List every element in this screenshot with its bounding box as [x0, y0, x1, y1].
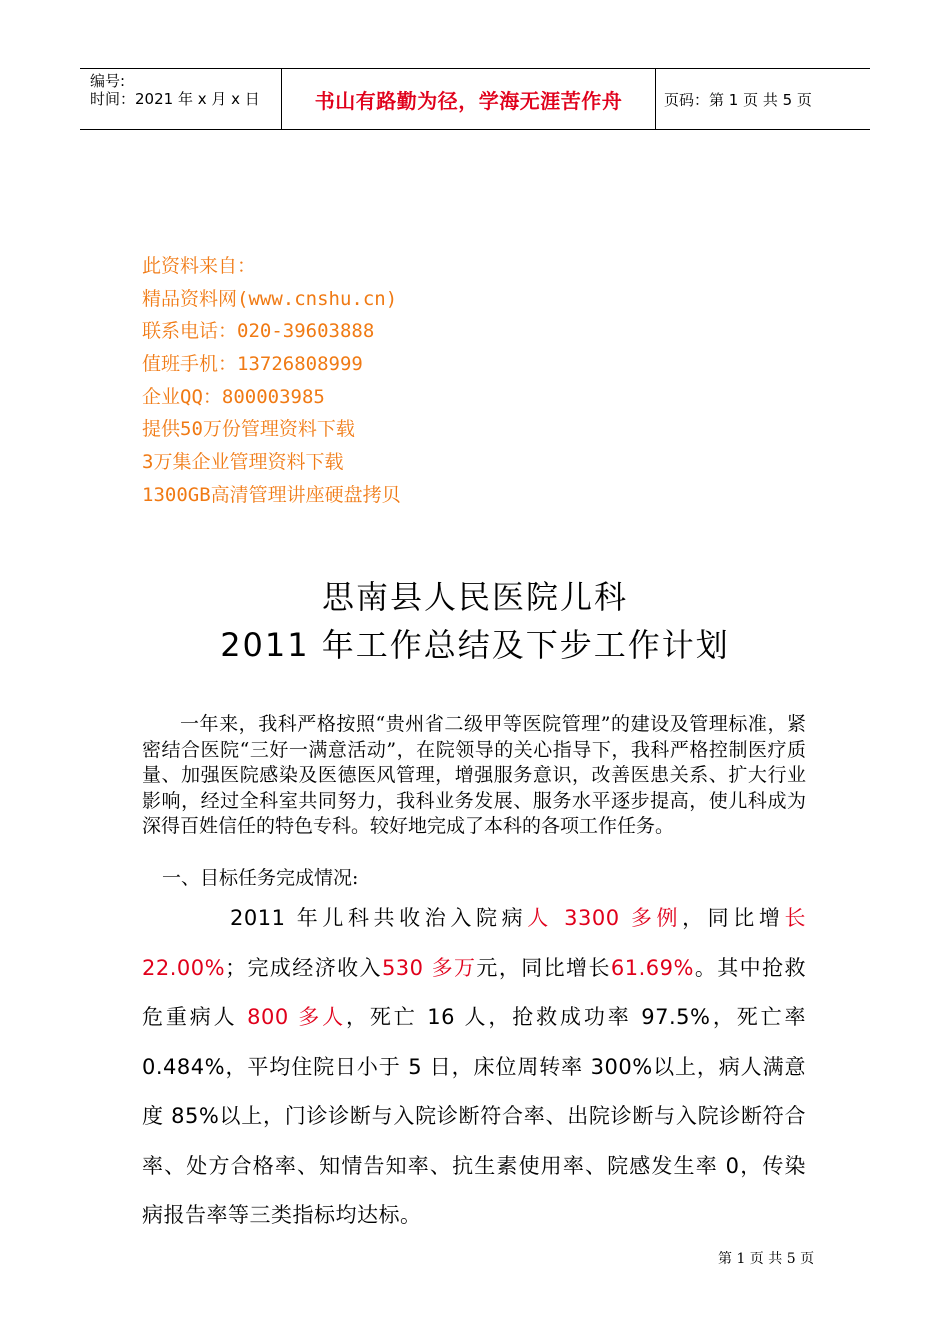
stats-text: 元，同比增长: [476, 955, 611, 980]
advertisement-block: [142, 250, 401, 512]
stats-highlight: 人 3300 多例: [527, 906, 683, 930]
page-footer: 第 1 页 共 5 页: [718, 1251, 815, 1267]
stats-paragraph: [142, 894, 806, 1241]
ad-line: 值班手机：13726808999: [142, 353, 363, 376]
motto-text: 书山有路勤为径，学海无涯苦作舟: [314, 89, 623, 113]
stats-text: 。其中抢救危重病人: [142, 955, 806, 1029]
ad-line: 3万集企业管理资料下载: [142, 451, 344, 474]
header-motto-cell: [282, 69, 656, 129]
section-heading: 一、目标任务完成情况:: [162, 867, 359, 889]
stats-highlight: 22.00%: [142, 955, 226, 980]
stats-highlight: 530 多万: [381, 955, 477, 980]
ad-line: 提供50万份管理资料下载: [142, 418, 355, 441]
ad-line: 企业QQ：800003985: [142, 385, 325, 408]
stats-highlight: 61.69%: [610, 955, 694, 980]
ad-line: 此资料来自：: [142, 255, 257, 277]
ad-line: 精品资料网(www.cnshu.cn): [142, 287, 398, 310]
page-info: 页码：第 1 页 共 5 页: [664, 91, 812, 109]
stats-text: ；完成经济收入: [225, 955, 382, 980]
stats-highlight: 长: [784, 906, 806, 930]
number-label: 编号:: [90, 72, 126, 90]
stats-text: ，死亡 16 人，抢救成功率 97.5%，死亡率 0.484%，平均住院日小于 5 日，床位周转率 300%以上，病人满意度 85%以上，门诊诊断与入院诊断符合率、出院诊断与入院诊断符合率、处方合格率、知情告知率、抗生素使用率、院感发生率 0，传染病报告率等三类指标均达标。: [142, 1005, 806, 1227]
stats-highlight: 800 多人: [247, 1005, 347, 1029]
stats-text: ，同比增: [682, 906, 785, 930]
header-page-cell: [656, 69, 870, 129]
document-title: 思南县人民医院儿科: [321, 578, 628, 616]
stats-text: 2011 年儿科共收治入院病: [230, 906, 528, 930]
ad-line: 1300GB高清管理讲座硬盘拷贝: [142, 483, 401, 506]
time-label: 时间：2021 年 x 月 x 日: [90, 90, 260, 108]
header-meta-cell: [80, 69, 282, 129]
intro-paragraph: 一年来，我科严格按照“贵州省二级甲等医院管理”的建设及管理标准，紧密结合医院“三好一满意活动”，在院领导的关心指导下，我科严格控制医疗质量、加强医院感染及医德医风管理，增强服务意识，改善医患关系、扩大行业影响，经过全科室共同努力，我科业务发展、服务水平逐步提高，使儿科成为深得百姓信任的特色专科。较好地完成了本科的各项工作任务。: [142, 713, 806, 837]
document-header: [80, 68, 870, 130]
ad-line: 联系电话：020-39603888: [142, 320, 375, 343]
document-subtitle: 2011 年工作总结及下步工作计划: [220, 626, 730, 664]
